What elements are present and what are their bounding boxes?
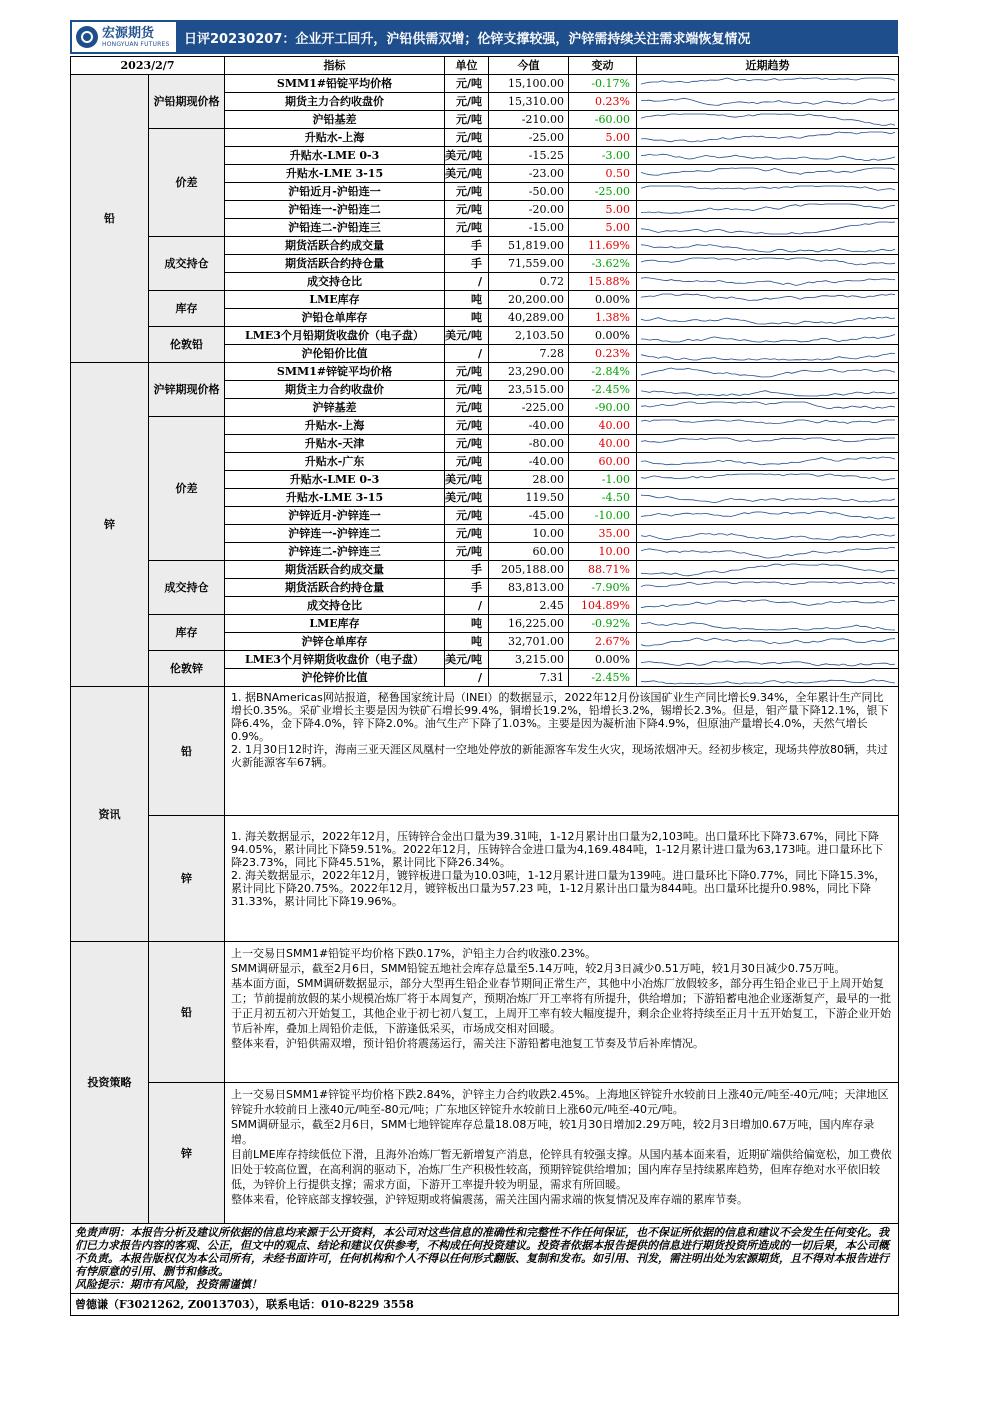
- change-cell: 104.89%: [569, 597, 637, 615]
- sparkline-cell: [637, 417, 899, 435]
- indicator-cell: 升贴水-上海: [225, 129, 445, 147]
- sparkline-cell: [637, 165, 899, 183]
- change-cell: 15.88%: [569, 273, 637, 291]
- value-cell: -40.00: [489, 417, 569, 435]
- indicator-cell: LME3个月铅期货收盘价（电子盘）: [225, 327, 445, 345]
- value-cell: 28.00: [489, 471, 569, 489]
- sparkline-icon: [637, 580, 899, 596]
- change-cell: 0.50: [569, 165, 637, 183]
- indicator-cell: 沪锌连二-沪锌连三: [225, 543, 445, 561]
- strategy-lead-p3: 基本面方面，SMM调研数据显示，部分大型再生铅企业春节期间正常生产，其他中小冶炼厂放假较多，部分再生铅企业已于上周开始复工；节前提前放假的某小规模冶炼厂将于本周复产，预期冶炼厂开工率将有所提升，供给增加；下游铅蓄电池企业逐渐复产，最早的一批于正月初五初六开始复工，其他企业于初七初八复工，上周开工率有较大幅度提升，剩余企业将持续至正月十五开始复工，下游企业开始节后补库，叠加上周铅价走低，下游逢低采买，市场成交相对回暖。: [231, 977, 891, 1035]
- change-cell: 11.69%: [569, 237, 637, 255]
- change-cell: 0.00%: [569, 291, 637, 309]
- sparkline-icon: [637, 400, 899, 416]
- strategy-zinc-p3: 目前LME库存持续低位下滑，且海外冶炼厂暂无新增复产消息，伦锌具有较强支撑。从国内基本面来看，近期矿端供给偏宽松，加工费依旧处于较高位置，在高利润的驱动下，冶炼厂生产积极性较高，预期锌锭供给增加；国内库存呈持续累库趋势，但库存绝对水平依旧较低，为锌价上行提供支撑；需求方面，下游开工率提升较为明显，需求有所回暖。: [231, 1148, 892, 1191]
- report-date: 2023/2/7: [71, 57, 225, 75]
- indicator-cell: 升贴水-LME 3-15: [225, 165, 445, 183]
- sparkline-cell: [637, 597, 899, 615]
- sparkline-icon: [637, 166, 899, 182]
- value-cell: -15.25: [489, 147, 569, 165]
- unit-cell: 元/吨: [445, 543, 489, 561]
- sparkline-icon: [637, 508, 899, 524]
- change-cell: -1.00: [569, 471, 637, 489]
- indicator-cell: 升贴水-LME 0-3: [225, 147, 445, 165]
- unit-cell: 元/吨: [445, 417, 489, 435]
- logo-cn-text: 宏源期货: [102, 25, 155, 41]
- unit-cell: 元/吨: [445, 75, 489, 93]
- sparkline-cell: [637, 93, 899, 111]
- sparkline-cell: [637, 363, 899, 381]
- report-header: [70, 20, 898, 54]
- change-cell: 88.71%: [569, 561, 637, 579]
- table-row: [71, 651, 899, 669]
- indicator-cell: SMM1#铅锭平均价格: [225, 75, 445, 93]
- value-cell: -80.00: [489, 435, 569, 453]
- indicator-cell: 沪锌近月-沪锌连一: [225, 507, 445, 525]
- table-row: [71, 237, 899, 255]
- unit-cell: 手: [445, 255, 489, 273]
- unit-cell: 元/吨: [445, 201, 489, 219]
- sparkline-icon: [637, 382, 899, 398]
- indicator-cell: 成交持仓比: [225, 273, 445, 291]
- unit-cell: 元/吨: [445, 111, 489, 129]
- strategy-lead-text: [225, 942, 899, 1083]
- unit-cell: 美元/吨: [445, 489, 489, 507]
- sparkline-cell: [637, 633, 899, 651]
- sparkline-cell: [637, 471, 899, 489]
- lead-section-label: 铅: [71, 75, 149, 363]
- unit-cell: 美元/吨: [445, 165, 489, 183]
- indicator-cell: 沪铅近月-沪铅连一: [225, 183, 445, 201]
- sparkline-icon: [637, 472, 899, 488]
- strategy-lead-label: 铅: [149, 942, 225, 1083]
- data-table: [70, 56, 899, 687]
- change-cell: -25.00: [569, 183, 637, 201]
- value-cell: 23,290.00: [489, 363, 569, 381]
- unit-cell: 元/吨: [445, 399, 489, 417]
- news-strategy-table: [70, 686, 899, 1316]
- indicator-cell: 升贴水-上海: [225, 417, 445, 435]
- change-cell: 5.00: [569, 129, 637, 147]
- indicator-cell: 期货活跃合约持仓量: [225, 255, 445, 273]
- group-label: 价差: [149, 417, 225, 561]
- sparkline-cell: [637, 435, 899, 453]
- strategy-label: 投资策略: [71, 942, 149, 1224]
- value-cell: 16,225.00: [489, 615, 569, 633]
- sparkline-cell: [637, 291, 899, 309]
- sparkline-cell: [637, 453, 899, 471]
- table-row: [71, 291, 899, 309]
- sparkline-icon: [637, 598, 899, 614]
- unit-cell: 美元/吨: [445, 327, 489, 345]
- group-label: 价差: [149, 129, 225, 237]
- news-lead-label: 铅: [149, 687, 225, 816]
- group-label: 成交持仓: [149, 237, 225, 291]
- unit-cell: 美元/吨: [445, 147, 489, 165]
- indicator-cell: 升贴水-广东: [225, 453, 445, 471]
- indicator-cell: LME3个月锌期货收盘价（电子盘）: [225, 651, 445, 669]
- sparkline-cell: [637, 183, 899, 201]
- change-cell: 2.67%: [569, 633, 637, 651]
- value-cell: 23,515.00: [489, 381, 569, 399]
- unit-cell: 吨: [445, 309, 489, 327]
- news-lead-p1: 1. 据BNAmericas网站报道，秘鲁国家统计局（INEI）的数据显示，2022年12月份该国矿业生产同比增长9.34%，全年累计生产同比增长0.35%。采矿业增长主要是因为铁矿石增长99.4%，铜增长19.2%，铅增长3.2%，锡增长2.3%。但是，钼产量下降12.1%，银下降6.4%，金下降4.0%，锌下降2.0%。油气生产下降了1.03%。主要是因为凝析油下降4.9%，但原油产量增长4.0%，天然气增长0.9%。: [231, 691, 889, 743]
- table-row: [71, 417, 899, 435]
- indicator-cell: 期货主力合约收盘价: [225, 381, 445, 399]
- change-cell: 10.00: [569, 543, 637, 561]
- unit-cell: /: [445, 597, 489, 615]
- change-cell: 40.00: [569, 417, 637, 435]
- sparkline-icon: [637, 112, 899, 128]
- sparkline-cell: [637, 129, 899, 147]
- unit-cell: 元/吨: [445, 525, 489, 543]
- sparkline-cell: [637, 345, 899, 363]
- table-row: [71, 75, 899, 93]
- indicator-cell: LME库存: [225, 615, 445, 633]
- strategy-lead-p4: 整体来看，沪铅供需双增，预计铅价将震荡运行，需关注下游铅蓄电池复工节奏及节后补库情况。: [231, 1037, 704, 1050]
- unit-cell: 元/吨: [445, 381, 489, 399]
- sparkline-cell: [637, 219, 899, 237]
- unit-cell: /: [445, 669, 489, 687]
- indicator-cell: 期货活跃合约持仓量: [225, 579, 445, 597]
- unit-cell: 吨: [445, 633, 489, 651]
- sparkline-cell: [637, 309, 899, 327]
- disclaimer: [71, 1224, 899, 1294]
- indicator-cell: 期货活跃合约成交量: [225, 237, 445, 255]
- company-logo: [72, 22, 176, 52]
- indicator-cell: 沪锌仓单库存: [225, 633, 445, 651]
- sparkline-icon: [637, 238, 899, 254]
- value-cell: -15.00: [489, 219, 569, 237]
- news-label: 资讯: [71, 687, 149, 942]
- strategy-zinc-label: 锌: [149, 1083, 225, 1224]
- group-label: 库存: [149, 291, 225, 327]
- table-row: [71, 129, 899, 147]
- unit-cell: 元/吨: [445, 507, 489, 525]
- indicator-cell: 沪伦铅价比值: [225, 345, 445, 363]
- change-cell: -90.00: [569, 399, 637, 417]
- sparkline-icon: [637, 220, 899, 236]
- sparkline-icon: [637, 202, 899, 218]
- value-cell: 32,701.00: [489, 633, 569, 651]
- sparkline-icon: [637, 274, 899, 290]
- sparkline-icon: [637, 418, 899, 434]
- indicator-cell: 期货主力合约收盘价: [225, 93, 445, 111]
- value-cell: 10.00: [489, 525, 569, 543]
- indicator-cell: 升贴水-LME 3-15: [225, 489, 445, 507]
- change-cell: 0.23%: [569, 93, 637, 111]
- change-cell: 1.38%: [569, 309, 637, 327]
- sparkline-cell: [637, 201, 899, 219]
- sparkline-cell: [637, 651, 899, 669]
- sparkline-icon: [637, 436, 899, 452]
- value-cell: 51,819.00: [489, 237, 569, 255]
- change-cell: 60.00: [569, 453, 637, 471]
- change-cell: 0.00%: [569, 327, 637, 345]
- strategy-zinc-p4: 整体来看，伦锌底部支撑较强，沪锌短期或将偏震荡，需关注国内需求端的恢复情况及库存端的累库节奏。: [231, 1193, 748, 1206]
- column-header-row: [71, 57, 899, 75]
- unit-cell: 手: [445, 237, 489, 255]
- column-change: 变动: [569, 57, 637, 75]
- unit-cell: 吨: [445, 291, 489, 309]
- strategy-zinc-text: [225, 1083, 899, 1224]
- sparkline-icon: [637, 256, 899, 272]
- analyst-contact: 曾德谦（F3021262, Z0013703），联系电话：010-8229 3558: [71, 1294, 899, 1316]
- change-cell: 5.00: [569, 201, 637, 219]
- unit-cell: /: [445, 273, 489, 291]
- sparkline-icon: [637, 310, 899, 326]
- change-cell: 0.00%: [569, 651, 637, 669]
- sparkline-cell: [637, 381, 899, 399]
- sparkline-icon: [637, 616, 899, 632]
- sparkline-icon: [637, 94, 899, 110]
- table-row: [71, 615, 899, 633]
- sparkline-icon: [637, 652, 899, 668]
- value-cell: 20,200.00: [489, 291, 569, 309]
- value-cell: 0.72: [489, 273, 569, 291]
- group-label: 成交持仓: [149, 561, 225, 615]
- indicator-cell: 沪铅基差: [225, 111, 445, 129]
- sparkline-icon: [637, 544, 899, 560]
- column-today: 今值: [489, 57, 569, 75]
- unit-cell: 美元/吨: [445, 651, 489, 669]
- value-cell: 7.28: [489, 345, 569, 363]
- unit-cell: 吨: [445, 615, 489, 633]
- sparkline-icon: [637, 454, 899, 470]
- change-cell: -60.00: [569, 111, 637, 129]
- change-cell: 5.00: [569, 219, 637, 237]
- report-page: [70, 20, 898, 1316]
- change-cell: 35.00: [569, 525, 637, 543]
- change-cell: 0.23%: [569, 345, 637, 363]
- column-trend: 近期趋势: [637, 57, 899, 75]
- value-cell: -210.00: [489, 111, 569, 129]
- indicator-cell: 期货活跃合约成交量: [225, 561, 445, 579]
- sparkline-icon: [637, 76, 899, 92]
- group-label: 库存: [149, 615, 225, 651]
- change-cell: -2.45%: [569, 381, 637, 399]
- report-title: 日评20230207：企业开工回升，沪铅供需双增；伦锌支撑较强，沪锌需持续关注需求端恢复情况: [184, 31, 751, 47]
- value-cell: 71,559.00: [489, 255, 569, 273]
- strategy-lead-p1: 上一交易日SMM1#铅锭平均价格下跌0.17%，沪铅主力合约收涨0.23%。: [231, 947, 597, 960]
- news-zinc-label: 锌: [149, 816, 225, 942]
- indicator-cell: 沪伦锌价比值: [225, 669, 445, 687]
- unit-cell: /: [445, 345, 489, 363]
- change-cell: -0.92%: [569, 615, 637, 633]
- value-cell: -20.00: [489, 201, 569, 219]
- sparkline-icon: [637, 346, 899, 362]
- change-cell: -2.45%: [569, 669, 637, 687]
- indicator-cell: 沪铅仓单库存: [225, 309, 445, 327]
- sparkline-cell: [637, 111, 899, 129]
- indicator-cell: 沪锌基差: [225, 399, 445, 417]
- value-cell: -225.00: [489, 399, 569, 417]
- value-cell: 2.45: [489, 597, 569, 615]
- logo-icon: [76, 26, 98, 48]
- group-label: 伦敦锌: [149, 651, 225, 687]
- value-cell: 7.31: [489, 669, 569, 687]
- sparkline-cell: [637, 561, 899, 579]
- value-cell: 119.50: [489, 489, 569, 507]
- value-cell: 205,188.00: [489, 561, 569, 579]
- unit-cell: 美元/吨: [445, 471, 489, 489]
- change-cell: -0.17%: [569, 75, 637, 93]
- table-row: [71, 561, 899, 579]
- indicator-cell: SMM1#锌锭平均价格: [225, 363, 445, 381]
- sparkline-icon: [637, 130, 899, 146]
- strategy-zinc-p1: 上一交易日SMM1#锌锭平均价格下跌2.84%，沪锌主力合约收跌2.45%。上海地区锌锭升水较前日上涨40元/吨至-40元/吨；天津地区锌锭升水较前日上涨40元/吨至-80元/吨；广东地区锌锭升水较前日上涨60元/吨至-40元/吨。: [231, 1088, 889, 1116]
- sparkline-icon: [637, 148, 899, 164]
- sparkline-cell: [637, 543, 899, 561]
- sparkline-cell: [637, 237, 899, 255]
- group-label: 伦敦铅: [149, 327, 225, 363]
- value-cell: 60.00: [489, 543, 569, 561]
- strategy-lead-p2: SMM调研显示，截至2月6日，SMM铅锭五地社会库存总量至5.14万吨，较2月3日减少0.51万吨，较1月30日减少0.75万吨。: [231, 962, 846, 975]
- zinc-section-label: 锌: [71, 363, 149, 687]
- sparkline-icon: [637, 526, 899, 542]
- value-cell: -23.00: [489, 165, 569, 183]
- column-unit: 单位: [445, 57, 489, 75]
- news-zinc-p2: 2. 海关数据显示，2022年12月，镀锌板进口量为10.03吨，1-12月累计进口量为139吨。进口量环比下降0.77%，同比下降15.3%，累计同比下降20.75%。2022年12月，镀锌板出口量为57.23 吨，1-12月累计出口量为844吨。出口量环比提升0.98%，同比下降31.33%，累计同比下降19.96%。: [231, 869, 886, 908]
- sparkline-cell: [637, 579, 899, 597]
- sparkline-icon: [637, 184, 899, 200]
- news-lead-text: [225, 687, 899, 816]
- value-cell: 2,103.50: [489, 327, 569, 345]
- indicator-cell: 沪锌连一-沪锌连二: [225, 525, 445, 543]
- change-cell: -3.62%: [569, 255, 637, 273]
- indicator-cell: LME库存: [225, 291, 445, 309]
- news-zinc-p1: 1. 海关数据显示，2022年12月，压铸锌合金出口量为39.31吨，1-12月累计出口量为2,103吨。出口量环比下降73.67%，同比下降94.05%，累计同比下降59.51%。2022年12月，压铸锌合金进口量为4,169.484吨，1-12月累计进口量为63,173吨。进口量环比下降23.73%，同比下降45.51%，累计同比下降26.34%。: [231, 830, 884, 869]
- unit-cell: 手: [445, 561, 489, 579]
- sparkline-cell: [637, 507, 899, 525]
- unit-cell: 元/吨: [445, 435, 489, 453]
- sparkline-cell: [637, 399, 899, 417]
- unit-cell: 元/吨: [445, 219, 489, 237]
- sparkline-icon: [637, 364, 899, 380]
- logo-en-text: HONGYUAN FUTURES: [102, 40, 170, 48]
- sparkline-icon: [637, 490, 899, 506]
- news-lead-p2: 2. 1月30日12时许，海南三亚天涯区凤凰村一空地处停放的新能源客车发生火灾，现场浓烟冲天。经初步核定，现场共停放80辆，共过火新能源客车67辆。: [231, 743, 888, 769]
- value-cell: 3,215.00: [489, 651, 569, 669]
- unit-cell: 手: [445, 579, 489, 597]
- change-cell: -3.00: [569, 147, 637, 165]
- indicator-cell: 沪铅连二-沪铅连三: [225, 219, 445, 237]
- change-cell: -4.50: [569, 489, 637, 507]
- value-cell: 83,813.00: [489, 579, 569, 597]
- value-cell: 40,289.00: [489, 309, 569, 327]
- sparkline-icon: [637, 292, 899, 308]
- indicator-cell: 升贴水-天津: [225, 435, 445, 453]
- group-label: 沪铅期现价格: [149, 75, 225, 129]
- unit-cell: 元/吨: [445, 183, 489, 201]
- sparkline-cell: [637, 75, 899, 93]
- unit-cell: 元/吨: [445, 363, 489, 381]
- sparkline-cell: [637, 273, 899, 291]
- strategy-zinc-p2: SMM调研显示，截至2月6日，SMM七地锌锭库存总量18.08万吨，较1月30日增加2.29万吨，较2月3日增加0.67万吨，国内库存录增。: [231, 1118, 875, 1146]
- sparkline-cell: [637, 255, 899, 273]
- group-label: 沪锌期现价格: [149, 363, 225, 417]
- change-cell: -2.84%: [569, 363, 637, 381]
- sparkline-cell: [637, 327, 899, 345]
- unit-cell: 元/吨: [445, 93, 489, 111]
- indicator-cell: 成交持仓比: [225, 597, 445, 615]
- disclaimer-text: 免责声明：本报告分析及建议所依据的信息均来源于公开资料，本公司对这些信息的准确性和完整性不作任何保证，也不保证所依据的信息和建议不会发生任何变化。我们已力求报告内容的客观、公正，但文中的观点、结论和建议仅供参考，不构成任何投资建议。投资者依据本报告提供的信息进行期货投资所造成的一切后果，本公司概不负责。本报告版权仅为本公司所有，未经书面许可，任何机构和个人不得以任何形式翻版、复制和发布。如引用、刊发，需注明出处为宏源期货，且不得对本报告进行有悖原意的引用、删节和修改。: [75, 1226, 889, 1278]
- change-cell: 40.00: [569, 435, 637, 453]
- sparkline-cell: [637, 615, 899, 633]
- risk-warning: 风险提示：期市有风险，投资需谨慎！: [75, 1278, 262, 1291]
- indicator-cell: 升贴水-LME 0-3: [225, 471, 445, 489]
- sparkline-icon: [637, 328, 899, 344]
- column-indicator: 指标: [225, 57, 445, 75]
- unit-cell: 元/吨: [445, 129, 489, 147]
- value-cell: 15,310.00: [489, 93, 569, 111]
- value-cell: -25.00: [489, 129, 569, 147]
- value-cell: -40.00: [489, 453, 569, 471]
- news-zinc-text: [225, 816, 899, 942]
- table-row: [71, 327, 899, 345]
- sparkline-icon: [637, 634, 899, 650]
- value-cell: -50.00: [489, 183, 569, 201]
- sparkline-cell: [637, 147, 899, 165]
- change-cell: -7.90%: [569, 579, 637, 597]
- sparkline-cell: [637, 489, 899, 507]
- change-cell: -10.00: [569, 507, 637, 525]
- sparkline-icon: [637, 562, 899, 578]
- table-row: [71, 363, 899, 381]
- indicator-cell: 沪铅连一-沪铅连二: [225, 201, 445, 219]
- sparkline-icon: [637, 670, 899, 686]
- sparkline-cell: [637, 525, 899, 543]
- value-cell: 15,100.00: [489, 75, 569, 93]
- value-cell: -45.00: [489, 507, 569, 525]
- unit-cell: 元/吨: [445, 453, 489, 471]
- sparkline-cell: [637, 669, 899, 687]
